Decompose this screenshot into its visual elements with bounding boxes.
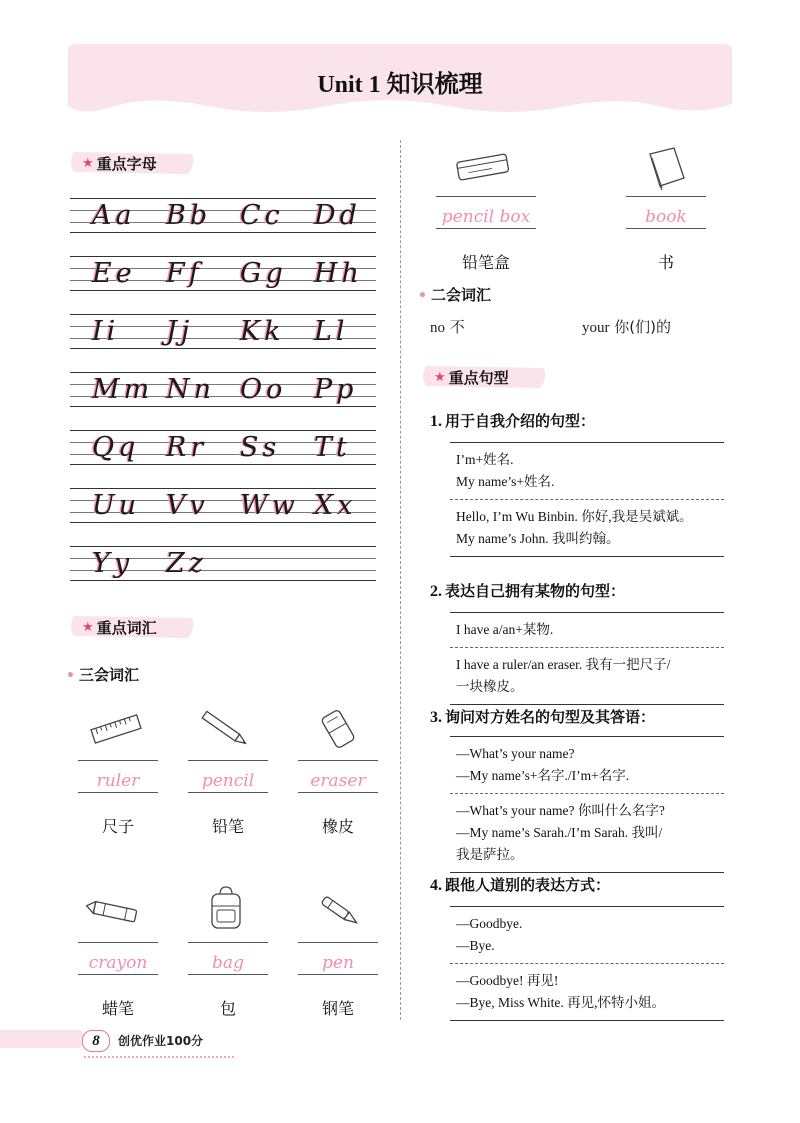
section-tag-letters: ★ 重点字母	[68, 150, 198, 176]
letter-pair: Uu	[92, 490, 141, 521]
vocab-word: ruler 尺子	[78, 760, 158, 837]
pattern-heading: 1. 用于自我介绍的句型：	[430, 412, 596, 430]
letter-row	[70, 372, 376, 406]
letter-row	[70, 314, 376, 348]
letter-pair: Ll	[314, 316, 349, 347]
vocab-word: book 书	[626, 196, 706, 273]
pencil-box-icon	[452, 148, 514, 190]
eraser-icon	[318, 706, 358, 752]
vocab-word: pencil 铅笔	[188, 760, 268, 837]
letter-pair: Mm	[92, 374, 154, 405]
letter-pair: Kk	[240, 316, 285, 347]
footer-dots	[84, 1056, 234, 1058]
book-icon	[644, 144, 690, 192]
pattern-heading: 2. 表达自己拥有某物的句型：	[430, 582, 626, 600]
title-banner	[68, 44, 732, 114]
book-title: 创优作业100分	[118, 1034, 204, 1048]
pattern-box: I have a/an+某物. I have a ruler/an eraser. 我有一把尺子/ 一块橡皮。	[450, 612, 724, 705]
vocab-word: eraser 橡皮	[298, 760, 378, 837]
vocab-word: bag 包	[188, 942, 268, 1019]
star-icon: ★	[82, 619, 94, 635]
letter-row	[70, 546, 376, 580]
letter-pair: Ss	[240, 432, 281, 463]
letters-practice	[70, 198, 376, 594]
pattern-heading: 4. 跟他人道别的表达方式：	[430, 876, 611, 894]
level3-vocab-label: • 三会词汇	[66, 666, 139, 684]
footer-tab	[0, 1028, 90, 1050]
letter-pair: Ii	[92, 316, 120, 347]
section-tag-vocab: ★ 重点词汇	[68, 614, 198, 640]
letter-pair: Zz	[166, 548, 207, 579]
level2-vocab-label: • 二会词汇	[418, 286, 491, 304]
letter-pair: Yy	[92, 548, 134, 579]
page-title: Unit 1 知识梳理	[317, 72, 483, 98]
section-tag-sentences: ★ 重点句型	[420, 364, 550, 390]
letter-pair: Rr	[166, 432, 208, 463]
letter-pair: Vv	[166, 490, 209, 521]
pencil-icon	[196, 708, 254, 750]
pattern-box: I’m+姓名. My name’s+姓名. Hello, I’m Wu Binbin. 你好,我是吴斌斌。 My name’s John. 我叫约翰。	[450, 442, 724, 557]
star-icon: ★	[82, 155, 94, 171]
vocab-word: pen 钢笔	[298, 942, 378, 1019]
pattern-box: —What’s your name? —My name’s+名字./I’m+名字. —What’s your name? 你叫什么名字? —My name’s Sarah./I’m Sarah. 我叫/ 我是萨拉。	[450, 736, 724, 873]
letter-pair: Pp	[314, 374, 358, 405]
letter-pair: Hh	[314, 258, 363, 289]
letter-pair: Bb	[166, 200, 212, 231]
letter-row	[70, 198, 376, 232]
star-icon: ★	[434, 369, 446, 385]
letter-row	[70, 256, 376, 290]
letter-pair: Cc	[240, 200, 284, 231]
letter-pair: Dd	[314, 200, 361, 231]
bag-icon	[208, 884, 244, 932]
letter-pair: Ee	[92, 258, 136, 289]
column-divider	[400, 140, 401, 1020]
letter-pair: Ww	[240, 490, 299, 521]
letter-pair: Qq	[92, 432, 140, 463]
pattern-heading: 3. 询问对方姓名的句型及其答语：	[430, 708, 656, 726]
vocab-word: crayon 蜡笔	[78, 942, 158, 1019]
letter-pair: Oo	[240, 374, 287, 405]
pen-icon	[316, 890, 362, 932]
letter-row	[70, 430, 376, 464]
letter-row	[70, 488, 376, 522]
level2-word: no 不	[430, 318, 465, 336]
ruler-icon	[88, 708, 144, 750]
letter-pair: Xx	[314, 490, 357, 521]
page-number: 8	[82, 1030, 110, 1052]
letter-pair: Aa	[92, 200, 136, 231]
letter-pair: Nn	[166, 374, 216, 405]
crayon-icon	[86, 894, 146, 930]
level2-word: your 你(们)的	[582, 318, 671, 336]
vocab-word: pencil box 铅笔盒	[436, 196, 536, 273]
letter-pair: Ff	[166, 258, 203, 289]
letter-pair: Tt	[314, 432, 351, 463]
pattern-box: —Goodbye. —Bye. —Goodbye! 再见! —Bye, Miss White. 再见,怀特小姐。	[450, 906, 724, 1021]
letter-pair: Gg	[240, 258, 287, 289]
letter-pair: Jj	[166, 316, 194, 347]
